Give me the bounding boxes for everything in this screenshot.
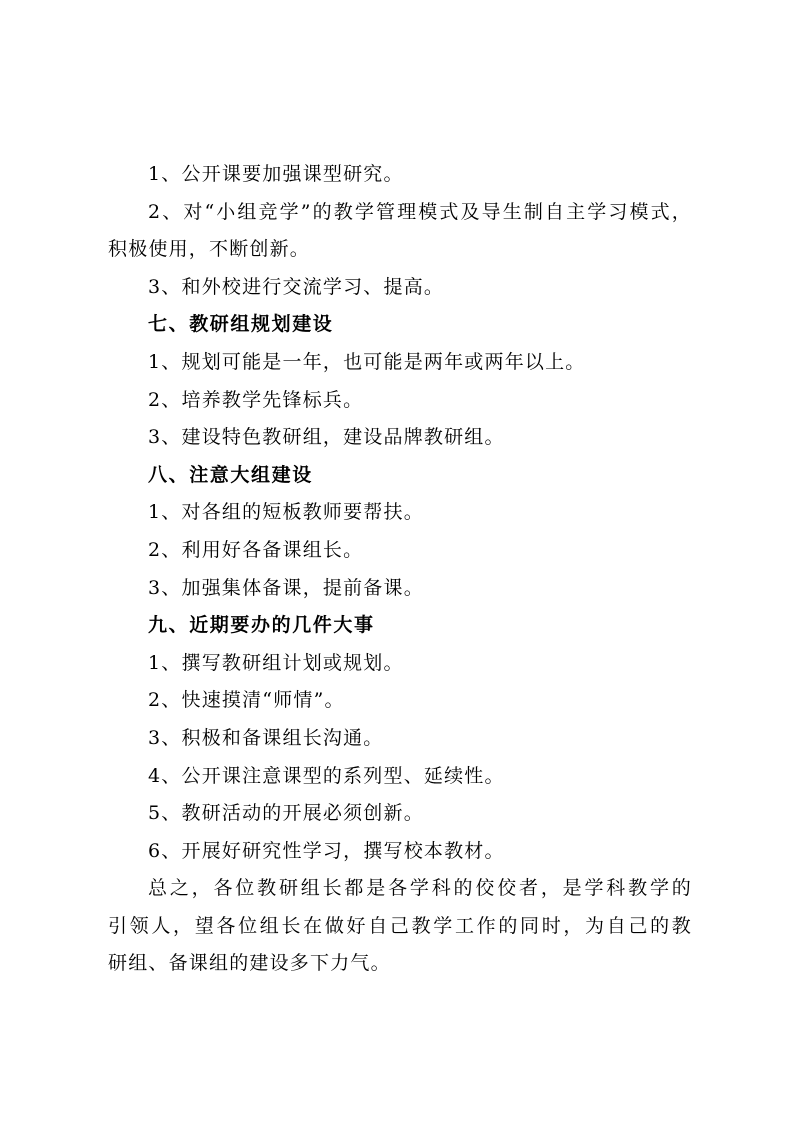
list-item: 3、积极和备课组长沟通。	[148, 726, 384, 749]
section-heading: 八、注意大组建设	[148, 463, 313, 486]
list-item: 5、教研活动的开展必须创新。	[148, 802, 424, 825]
list-item: 2、培养教学先锋标兵。	[148, 388, 364, 411]
section-heading: 七、教研组规划建设	[148, 313, 334, 336]
summary-paragraph-line: 研组、备课组的建设多下力气。	[108, 952, 391, 975]
list-item: 2、利用好各备课组长。	[148, 538, 364, 561]
list-item: 2、快速摸清“师情”。	[148, 689, 345, 712]
list-item: 3、建设特色教研组，建设品牌教研组。	[148, 426, 505, 449]
list-item: 2、对“小组竞学”的教学管理模式及导生制自主学习模式，	[148, 200, 692, 223]
summary-paragraph-line: 总之，各位教研组长都是各学科的佼佼者，是学科教学的	[148, 877, 692, 900]
list-item: 1、撰写教研组计划或规划。	[148, 651, 404, 674]
list-item: 6、开展好研究性学习，撰写校本教材。	[148, 839, 505, 862]
section-heading: 九、近期要办的几件大事	[148, 614, 375, 637]
list-item: 3、和外校进行交流学习、提高。	[148, 275, 445, 298]
list-item: 4、公开课注意课型的系列型、延续性。	[148, 764, 505, 787]
list-item-continuation: 积极使用，不断创新。	[108, 238, 311, 261]
list-item: 1、公开课要加强课型研究。	[148, 163, 404, 185]
list-item: 1、对各组的短板教师要帮扶。	[148, 501, 424, 524]
list-item: 3、加强集体备课，提前备课。	[148, 576, 424, 599]
document-body	[108, 156, 692, 983]
list-item: 1、规划可能是一年，也可能是两年或两年以上。	[148, 350, 586, 373]
summary-paragraph-line: 引领人，望各位组长在做好自己教学工作的同时，为自己的教	[108, 914, 692, 937]
